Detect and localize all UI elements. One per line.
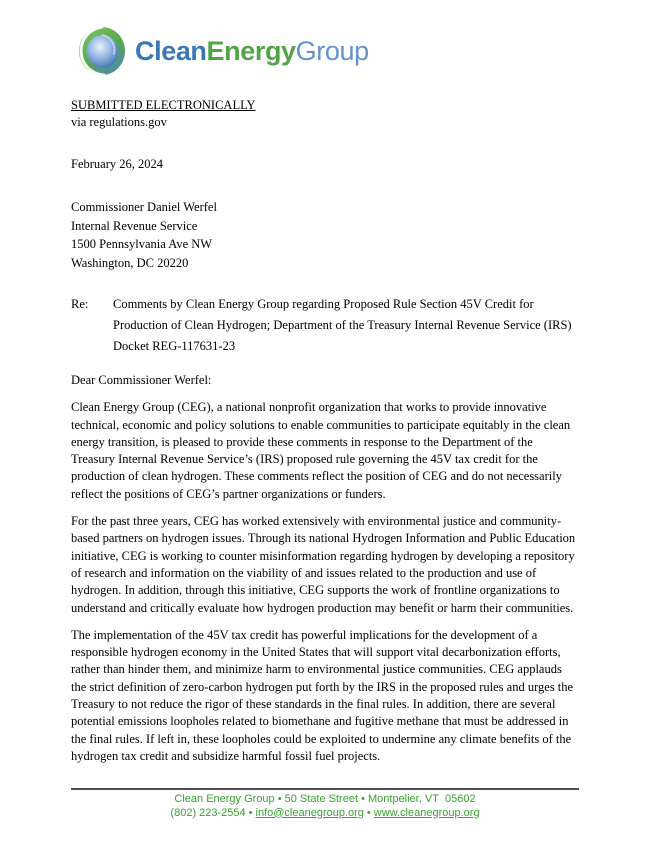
recipient-city: Washington, DC 20220 — [71, 255, 189, 270]
letter-content — [0, 26, 651, 765]
body-paragraph-1: Clean Energy Group (CEG), a national nonprofit organization that works to provide innovative technical, economic and policy solutions to enable communities to participate equitably in the clean energy transition, is pleased to provide these comments in response to the Department of the Treasury Internal Revenue Service’s (IRS) proposed rule governing the 45V tax credit for the production of clean hydrogen. These comments reflect the position of CEG and do not necessarily reflect the positions of CEG’s partner organizations or funders. — [71, 400, 571, 501]
footer-contact-line — [71, 807, 579, 821]
footer-bullet-separator: • — [248, 806, 253, 819]
submitted-electronically-heading: SUBMITTED ELECTRONICALLY — [71, 98, 256, 112]
letter-footer — [71, 788, 579, 820]
logo-text-energy: Energy — [206, 35, 296, 66]
footer-bullet-separator: • — [366, 806, 371, 819]
footer-divider-rule — [71, 788, 579, 790]
recipient-street: 1500 Pennsylvania Ave NW — [71, 237, 213, 251]
footer-email-link[interactable]: info@cleanegroup.org — [255, 806, 364, 819]
re-subject-block — [71, 294, 579, 357]
footer-phone: (802) 223-2554 — [170, 806, 246, 819]
re-label: Re: — [71, 297, 89, 311]
recipient-org: Internal Revenue Service — [71, 218, 198, 233]
logo-text-group: Group — [295, 35, 369, 66]
letter-date: February 26, 2024 — [71, 157, 163, 171]
logo-wordmark — [135, 35, 369, 66]
body-paragraph-3: The implementation of the 45V tax credit has powerful implications for the development of a responsible hydrogen economy in the United States that will support vital decarbonization efforts, rather than hinder them, and minimize harm to environmental justice communities. CEG applauds the strict definition of zero-carbon hydrogen put forth by the IRS in the proposed rules and urges the Treasury to not reduce the rigor of these standards in the final rules. In addition, there are several potential emissions loopholes related to biomethane and fugitive methane that must be addressed in the final rules. If left in, these loopholes could be exploited to undermine any climate benefits of the hydrogen tax credit and subsidize harmful fossil fuel projects. — [71, 627, 574, 763]
re-subject-text: Comments by Clean Energy Group regarding Proposed Rule Section 45V Credit for Production of Clean Hydrogen; Department of the Treasury Internal Revenue Service (IRS) Docket REG-117631-23 — [113, 297, 572, 353]
globe-swirl-icon — [78, 26, 126, 76]
recipient-address-block — [71, 198, 579, 272]
salutation: Dear Commissioner Werfel: — [71, 373, 212, 387]
recipient-name: Commissioner Daniel Werfel — [71, 200, 217, 214]
logo — [78, 26, 579, 76]
via-regulations-line: via regulations.gov — [71, 115, 167, 129]
footer-address-line: Clean Energy Group • 50 State Street • Montpelier, VT 05602 — [174, 793, 476, 805]
body-paragraph-2: For the past three years, CEG has worked extensively with environmental justice and community-based partners on hydrogen issues. Through its national Hydrogen Information and Public Education initiative, CEG is working to counter misinformation regarding hydrogen by developing a repository of research and information on the viability of and issues related to the production and use of hydrogen. In addition, through this initiative, CEG supports the work of frontline organizations to understand and critically evaluate how hydrogen production may benefit or harm their communities. — [71, 514, 576, 615]
footer-website-link[interactable]: www.cleanegroup.org — [373, 806, 480, 819]
logo-text-clean: Clean — [135, 35, 207, 66]
